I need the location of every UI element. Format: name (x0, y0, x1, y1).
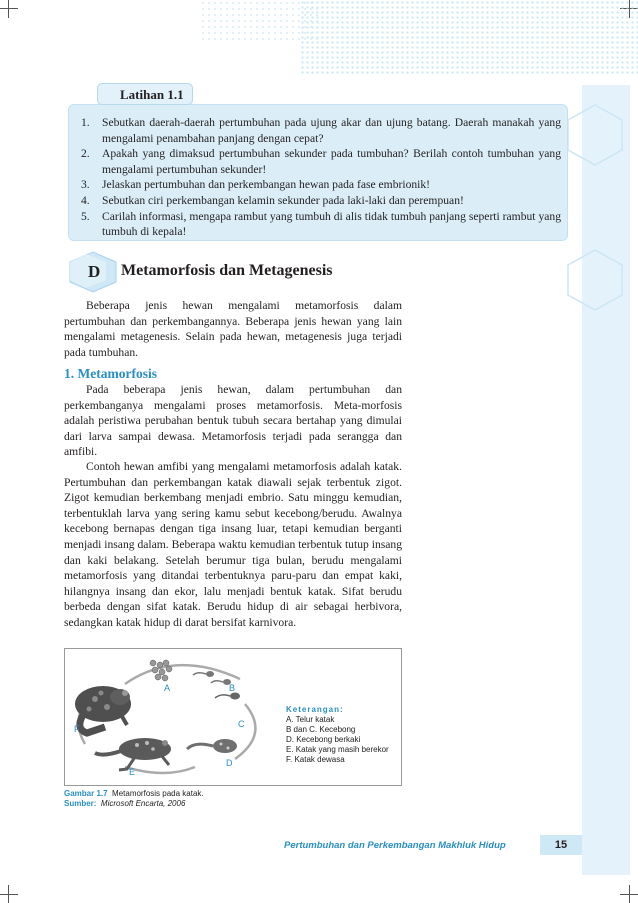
list-item (81, 115, 561, 146)
list-item (81, 193, 561, 209)
legend-item: D. Kecebong berkaki (286, 735, 361, 744)
paragraph (64, 459, 402, 631)
section-title: Metamorfosis dan Metagenesis (121, 262, 333, 279)
item-number: 2. (81, 147, 90, 161)
running-footer: Pertumbuhan dan Perkembangan Makhluk Hidup (284, 840, 506, 851)
figure-legend (286, 705, 404, 765)
legend-item: B dan C. Kecebong (286, 725, 356, 734)
figure-label-e: E (129, 767, 136, 777)
crop-mark (629, 885, 630, 903)
paragraph-text: Pada beberapa jenis hewan, dalam pertumbuhan dan perkembanganya mengalami proses metamorfosis. Meta-morfosis adalah peristiwa perubahan bentuk tubuh secara bertahap yang dimulai dari larva sampai dewasa. Metamorfosis terjadi pada serangga dan amfibi. (64, 383, 402, 459)
section-intro (64, 298, 402, 360)
list-item (81, 209, 561, 240)
item-number: 3. (81, 178, 90, 192)
subsection-title: 1. Metamorfosis (64, 366, 157, 381)
item-text: Apakah yang dimaksud pertumbuhan sekunder pada tumbuhan? Berilah contoh tumbuhan yang mengalami pertumbuhan sekunder! (102, 147, 561, 176)
list-item (81, 146, 561, 177)
exercise-title: Latihan 1.1 (97, 83, 193, 105)
figure-label-b: B (229, 683, 236, 693)
crop-mark (0, 8, 18, 9)
crop-mark (0, 894, 18, 895)
section-letter: D (88, 262, 101, 281)
legend-title: Keterangan: (286, 705, 344, 714)
item-text: Sebutkan daerah-daerah pertumbuhan pada ujung akar dan ujung batang. Daerah manakah yang mengalami penambahan panjang dengan cepat? (102, 116, 561, 145)
exercise-list (81, 115, 561, 240)
figure-label-f: F (74, 724, 80, 734)
item-text: Jelaskan pertumbuhan dan perkembangan hewan pada fase embrionik! (102, 178, 431, 192)
paragraph-text: Beberapa jenis hewan mengalami metamorfosis dalam pertumbuhan dan perkembangannya. Beberapa jenis hewan yang lain mengalami metagenesis. Selain pada hewan, metagenesis juga terjadi pada tumbuhan. (64, 299, 402, 359)
crop-mark (8, 885, 9, 903)
figure-caption (64, 789, 204, 809)
legend-item: E. Katak yang masih berekor (286, 745, 389, 754)
paragraph-text: Contoh hewan amfibi yang mengalami metamorfosis adalah katak. Pertumbuhan dan perkembangan katak diawali sejak terbentuk zigot. Zigot kemudian berkembang menjadi embrio. Satu minggu kemudian, terbentuklah larva yang sering kamu sebut kecebong/berudu. Awalnya kecebong bernapas dengan tiga insang luar, tetapi kemudian berganti menjadi insang dalam. Beberapa waktu kemudian terbentuk tutup insang dan kaki belakang. Setelah berumur tiga bulan, berudu mengalami metamorfosis yang ditandai terbentuknya paru-paru dan empat kaki, hilangnya insang dan ekor, lalu menjadi bentuk katak. Sifat berudu berbeda dengan sifat katak. Berudu hidup di air sebagai herbivora, sedangkan katak hidup di darat bersifat karnivora. (64, 460, 402, 629)
item-number: 1. (81, 116, 90, 129)
item-number: 5. (81, 209, 90, 223)
item-text: Carilah informasi, mengapa rambut yang tumbuh di alis tidak tumbuh panjang seperti rambut yang tumbuh di kepala! (102, 209, 561, 239)
header-texture (300, 0, 638, 75)
figure-label-c: C (238, 719, 245, 729)
frog-lifecycle-illustration (65, 649, 285, 785)
figure-label-a: A (164, 683, 171, 693)
item-number: 4. (81, 193, 90, 207)
crop-mark (8, 0, 9, 18)
caption-text: Metamorfosis pada katak. (112, 789, 204, 798)
page-number: 15 (540, 835, 582, 855)
item-text: Sebutkan ciri perkembangan kelamin sekunder pada laki-laki dan perempuan! (102, 193, 464, 207)
caption-label: Gambar 1.7 (64, 789, 108, 798)
source-text: Microsoft Encarta, 2006 (100, 799, 186, 808)
paragraph (64, 382, 402, 460)
legend-item: A. Telur katak (286, 715, 335, 724)
legend-item: F. Katak dewasa (286, 755, 345, 764)
figure-label-d: D (226, 758, 233, 768)
list-item (81, 177, 561, 193)
header-texture (200, 0, 320, 40)
hexagon-decoration (560, 100, 630, 330)
source-label: Sumber: (64, 799, 97, 808)
